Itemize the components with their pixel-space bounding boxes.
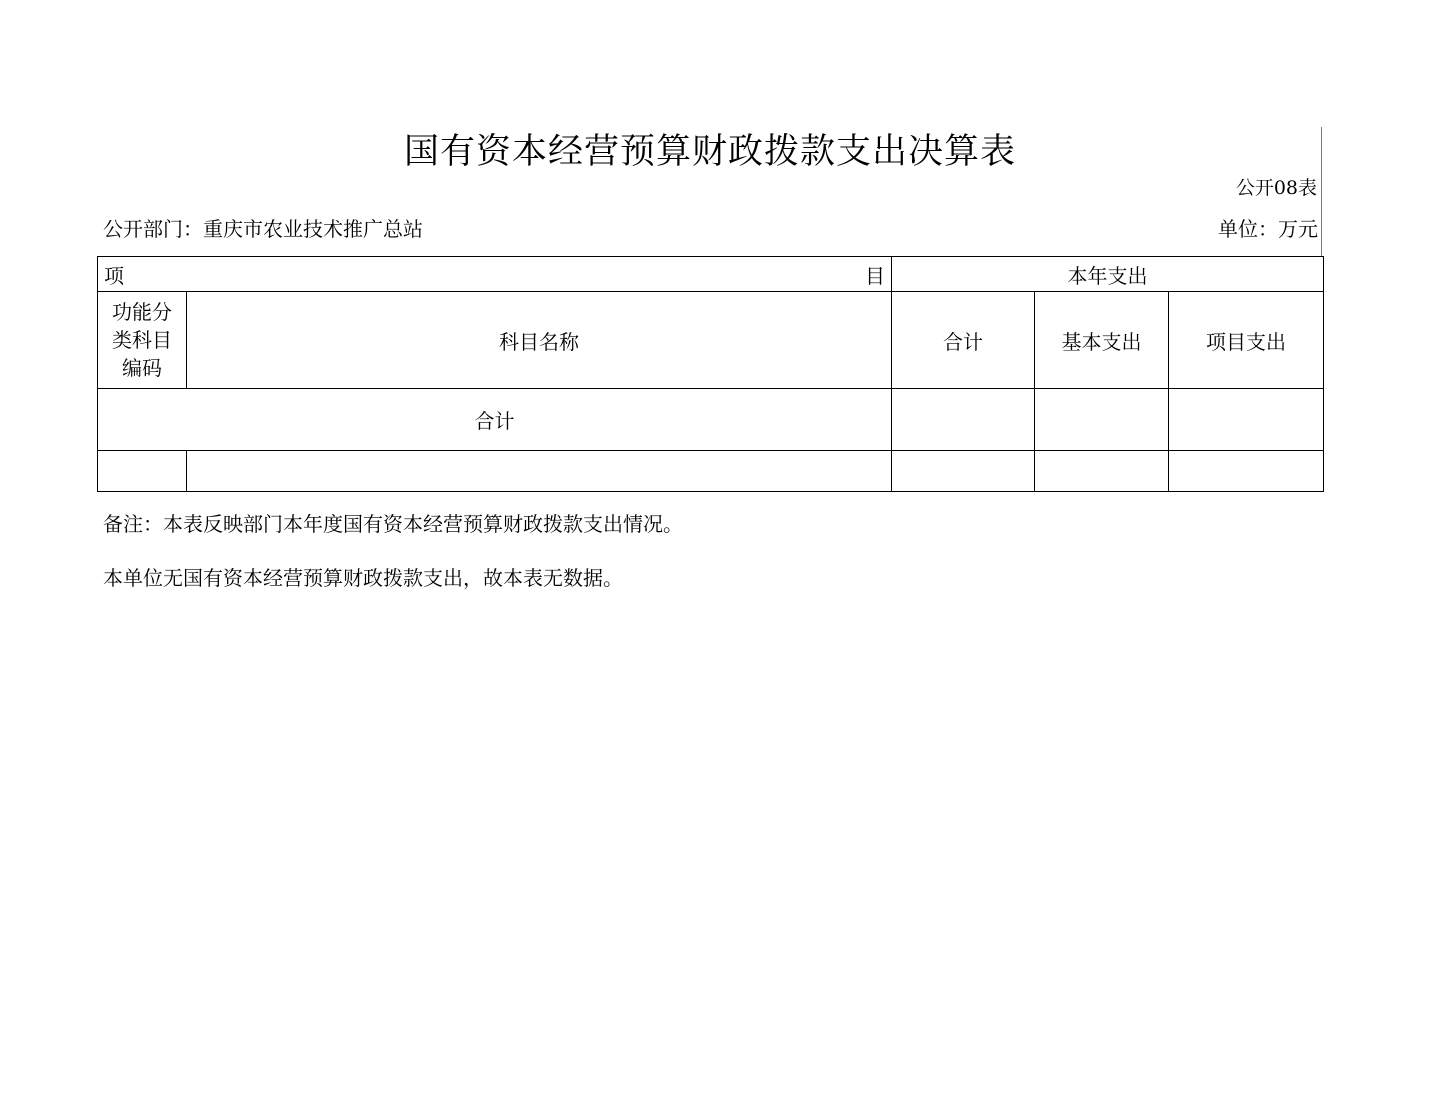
total-row-basic	[1035, 389, 1169, 451]
row-code-cell	[98, 451, 187, 492]
total-row-label: 合计	[98, 389, 892, 451]
basic-column-header: 基本支出	[1035, 292, 1169, 389]
row-name-cell	[187, 451, 892, 492]
project-column-header: 项目支出	[1169, 292, 1324, 389]
note-no-data: 本单位无国有资本经营预算财政拨款支出，故本表无数据。	[103, 566, 623, 590]
unit-label: 单位：万元	[1218, 217, 1318, 241]
expense-table	[97, 256, 1324, 492]
page-title: 国有资本经营预算财政拨款支出决算表	[403, 132, 1016, 172]
total-row	[98, 389, 1324, 451]
name-column-header: 科目名称	[187, 292, 892, 389]
table-row	[98, 451, 1324, 492]
form-code: 公开08表	[1235, 177, 1317, 199]
note-remark: 备注：本表反映部门本年度国有资本经营预算财政拨款支出情况。	[103, 512, 683, 536]
row-total-cell	[892, 451, 1035, 492]
header-row-1	[98, 257, 1324, 292]
code-column-label: 功能分 类科目 编码	[112, 300, 172, 380]
total-column-header: 合计	[892, 292, 1035, 389]
item-header-right: 目	[865, 263, 885, 288]
row-basic-cell	[1035, 451, 1169, 492]
item-header-left: 项	[104, 263, 124, 288]
header-row-2	[98, 292, 1324, 389]
code-column-header	[98, 292, 187, 389]
year-expense-header: 本年支出	[892, 257, 1324, 292]
total-row-total	[892, 389, 1035, 451]
item-header-cell	[98, 257, 892, 292]
total-row-project	[1169, 389, 1324, 451]
department-label: 公开部门：重庆市农业技术推广总站	[103, 217, 423, 241]
row-project-cell	[1169, 451, 1324, 492]
